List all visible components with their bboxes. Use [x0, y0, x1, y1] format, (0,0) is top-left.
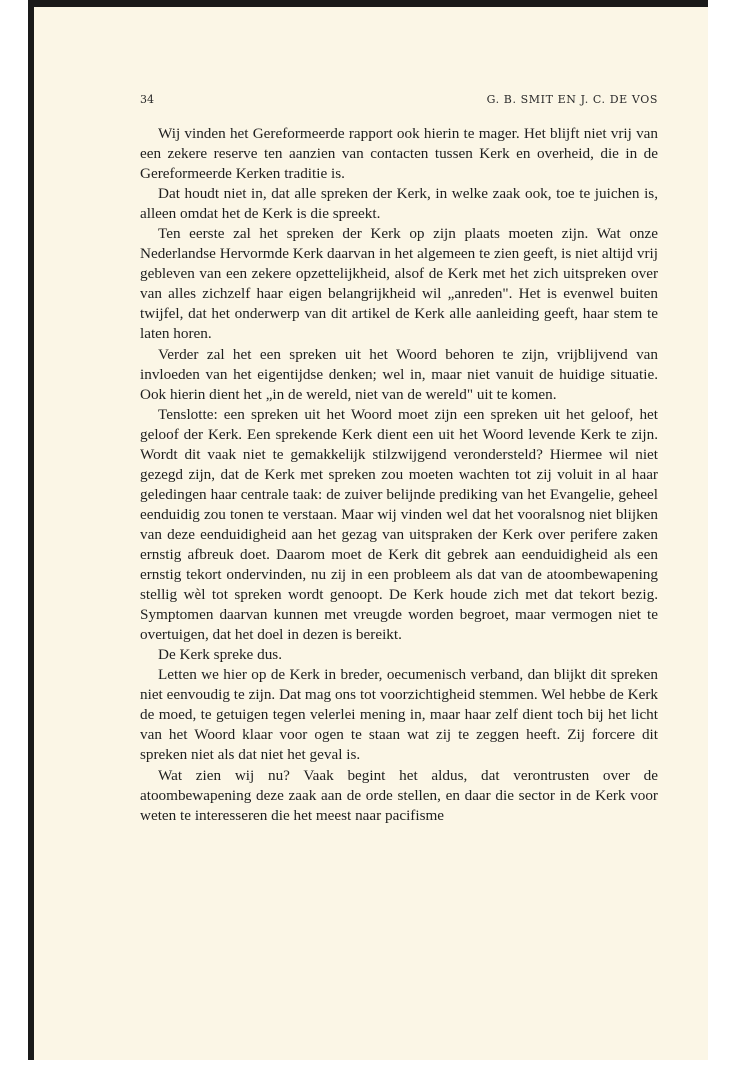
paragraph: Ten eerste zal het spreken der Kerk op zijn plaats moeten zijn. Wat onze Nederlandse Hervormde Kerk daarvan in het algemeen te zien geeft, is niet altijd vrij gebleven van een zekere opzettelijkheid, alsof de Kerk met het zich uitspreken over van alles zichzelf haar eigen belangrijkheid wil „anreden". Het is evenwel buiten twijfel, dat het onderwerp van dit artikel de Kerk alle aanleiding geeft, haar stem te laten horen. — [140, 225, 658, 343]
body-text — [140, 124, 658, 826]
paragraph: Wij vinden het Gereformeerde rapport ook hierin te mager. Het blijft niet vrij van een zekere reserve ten aanzien van contacten tussen Kerk en overheid, die in de Gereformeerde Kerken traditie is. — [140, 125, 658, 183]
paragraph: Tenslotte: een spreken uit het Woord moet zijn een spreken uit het geloof, het geloof der Kerk. Een sprekende Kerk dient een uit het Woord levende Kerk te zijn. Wordt dit vaak niet te gemakkelijk stilzwijgend verondersteld? Hiermee wil niet gezegd zijn, dat de Kerk met spreken zou moeten wachten tot zij voluit in al haar geledingen haar centrale taak: de zuiver belijnde prediking van het Evangelie, geheel eenduidig zou tonen te verstaan. Maar wij vinden wel dat het vooralsnog niet blijken van deze eenduidigheid aan het gezag van uitspraken der Kerk over perifere zaken ernstig afbreuk doet. Daarom moet de Kerk dit gebrek aan eenduidigheid als een ernstig tekort ondervinden, nu zij in een probleem als dat van de atoombewapening stellig wèl tot spreken wordt genoopt. De Kerk houde zich met dat tekort bezig. Symptomen daarvan kunnen met vreugde worden begroet, maar vermogen niet te overtuigen, dat het doel in dezen is bereikt. — [140, 405, 658, 644]
page-number: 34 — [140, 93, 154, 106]
running-head: G. B. SMIT EN J. C. DE VOS — [486, 93, 658, 106]
paragraph: Letten we hier op de Kerk in breder, oecumenisch verband, dan blijkt dit spreken niet eenvoudig te zijn. Dat mag ons tot voorzichtigheid stemmen. Wel hebbe de Kerk de moed, te getuigen tegen velerlei mening in, maar haar zelf dient toch bij het licht van het Woord klaar voor ogen te staan wat zij te zeggen heeft. Zij forcere dit spreken niet als dat niet het geval is. — [140, 666, 658, 764]
paragraph: Verder zal het een spreken uit het Woord behoren te zijn, vrijblijvend van invloeden van het eigentijdse denken; wel in, maar niet vanuit de huidige situatie. Ook hierin dient het „in de wereld, niet van de wereld" uit te komen. — [140, 345, 658, 403]
paragraph: Wat zien wij nu? Vaak begint het aldus, dat verontrusten over de atoombewapening deze zaak aan de orde stellen, en daar die sector in de Kerk voor weten te interesseren die het meest naar pacifisme — [140, 766, 658, 824]
page-header — [140, 93, 658, 109]
paragraph: De Kerk spreke dus. — [158, 646, 282, 664]
paragraph: Dat houdt niet in, dat alle spreken der Kerk, in welke zaak ook, toe te juichen is, alleen omdat het de Kerk is die spreekt. — [140, 185, 658, 223]
scan-border-top — [28, 0, 708, 7]
